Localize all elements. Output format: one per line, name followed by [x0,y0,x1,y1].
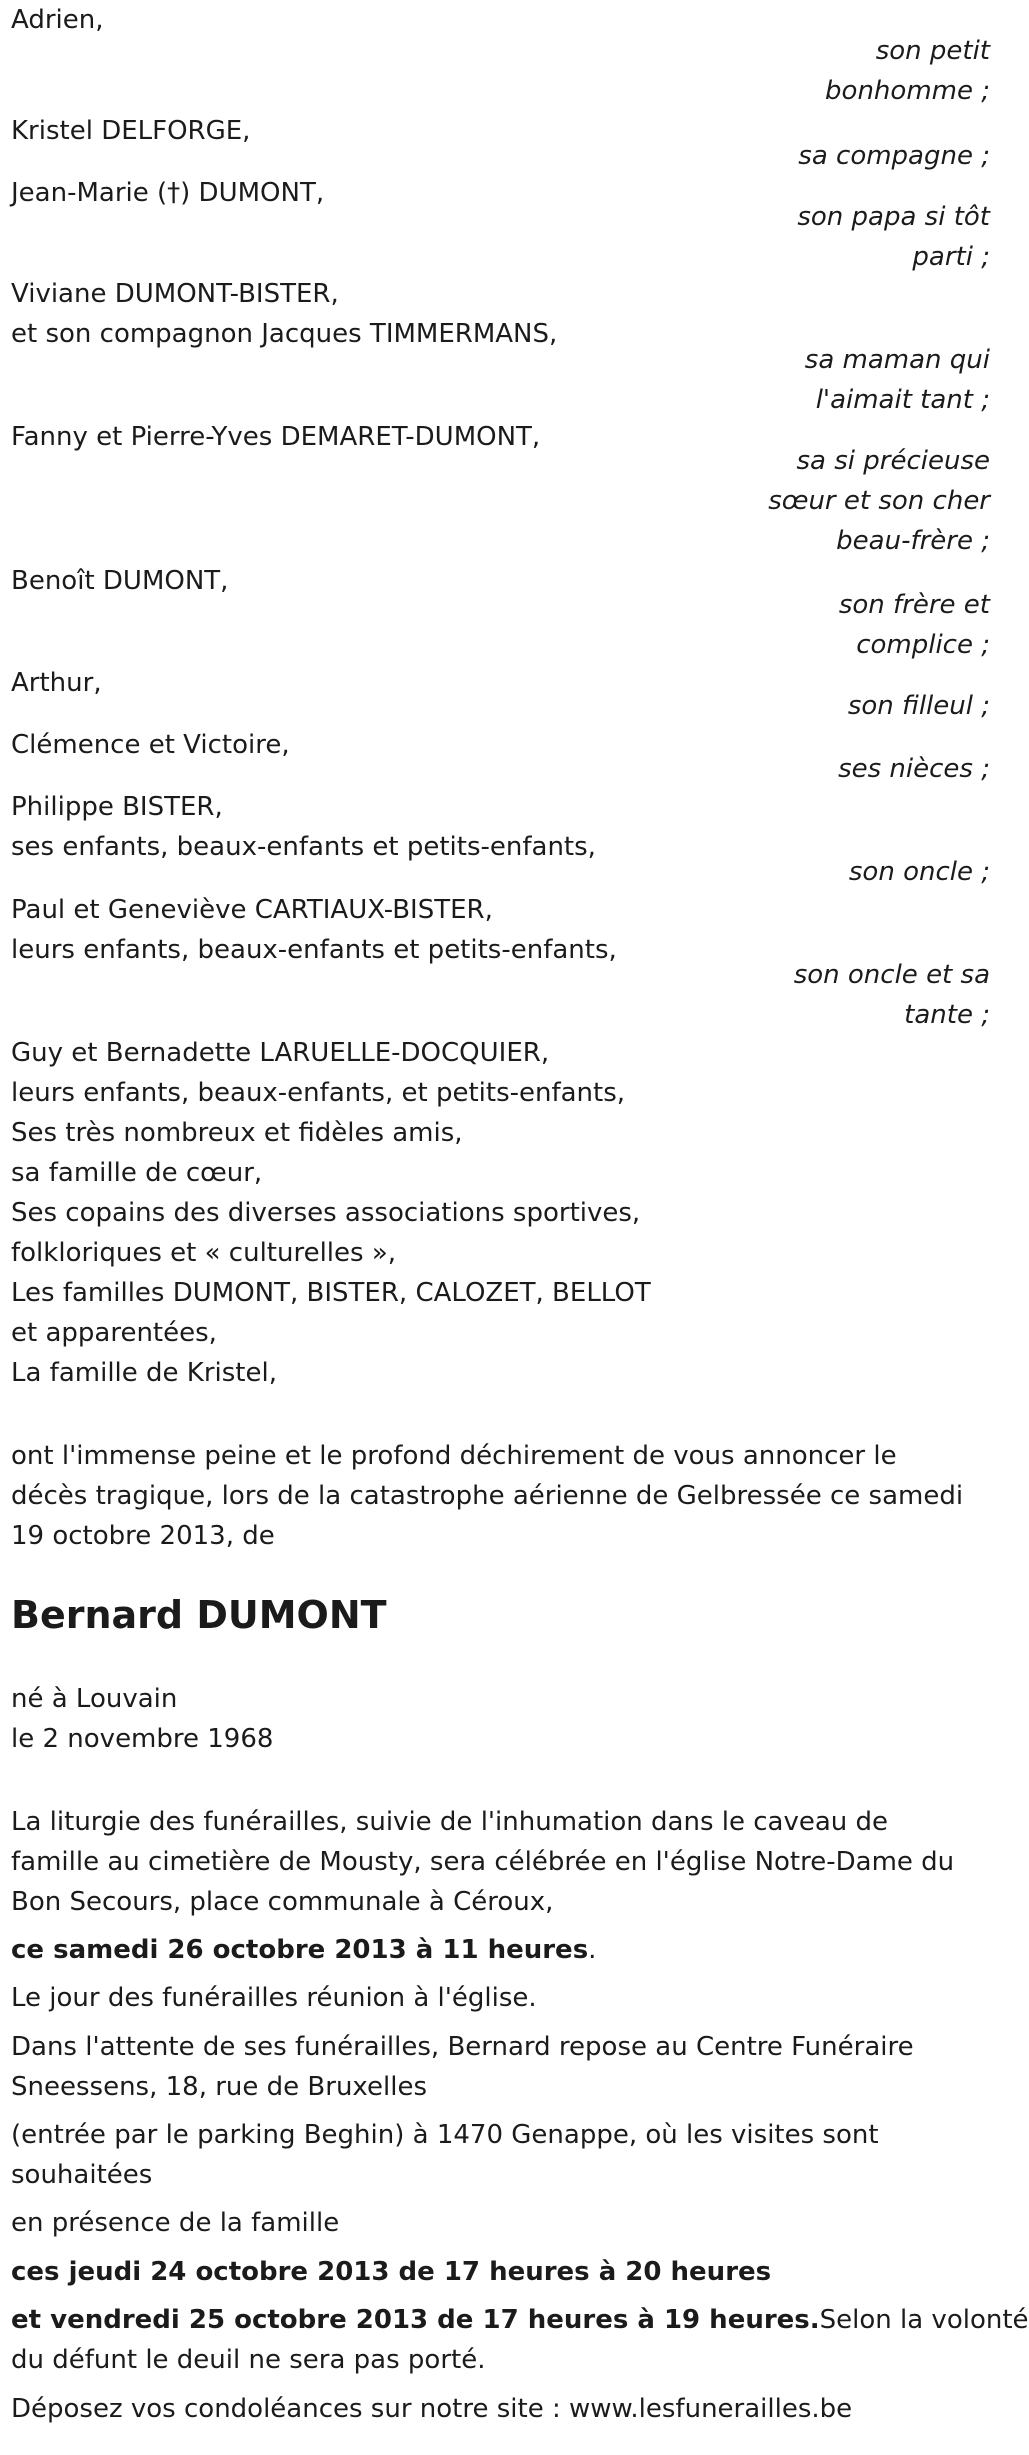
family-name: Jean-Marie (†) DUMONT, [11,178,325,208]
condolences-line: Déposez vos condoléances sur notre site : www.lesfunerailles.be [11,2394,853,2424]
mourner-line: folkloriques et « culturelles », [11,1238,397,1268]
family-role: parti ; [912,242,990,272]
family-role: l'aimait tant ; [815,385,990,415]
family-name: Clémence et Victoire, [11,730,290,760]
announcement-line: décès tragique, lors de la catastrophe aérienne de Gelbressée ce samedi [11,1481,964,1511]
reunion-line: Le jour des funérailles réunion à l'église. [11,1983,537,2013]
funeral-line: Bon Secours, place communale à Céroux, [11,1887,554,1917]
family-role: bonhomme ; [825,76,990,106]
mourner-line: La famille de Kristel, [11,1358,277,1388]
repose-line: Dans l'attente de ses funérailles, Bernard repose au Centre Funéraire [11,2032,914,2062]
funeral-date [11,1930,596,1970]
mourning-line: du défunt le deuil ne sera pas porté. [11,2345,486,2375]
family-role: son oncle et sa [793,960,990,990]
birth-date: le 2 novembre 1968 [11,1724,274,1754]
mourner-line: Ses copains des diverses associations sportives, [11,1198,641,1228]
family-role: son papa si tôt [797,202,990,232]
family-name: et son compagnon Jacques TIMMERMANS, [11,319,558,349]
family-role: beau-frère ; [836,526,990,556]
deceased-name: Bernard DUMONT [11,1593,387,1637]
family-name: Benoît DUMONT, [11,566,229,596]
mourner-line: Ses très nombreux et fidèles amis, [11,1118,463,1148]
mourner-line: sa famille de cœur, [11,1158,263,1188]
visit-line-2-bold: et vendredi 25 octobre 2013 de 17 heures à 19 heures. [11,2305,820,2335]
family-role: son filleul ; [847,691,990,721]
family-role: tante ; [904,1000,990,1030]
repose-line: Sneessens, 18, rue de Bruxelles [11,2072,427,2102]
funeral-date-suffix: . [588,1935,597,1965]
family-name: leurs enfants, beaux-enfants et petits-enfants, [11,935,617,965]
family-name: Philippe BISTER, [11,792,223,822]
family-role: sa compagne ; [798,141,990,171]
funeral-date-bold: ce samedi 26 octobre 2013 à 11 heures [11,1935,589,1965]
family-role: complice ; [856,630,990,660]
visit-line-2-after: Selon la volonté [819,2305,1029,2335]
visit-line-1: ces jeudi 24 octobre 2013 de 17 heures à 20 heures [11,2257,772,2287]
announcement-line: ont l'immense peine et le profond déchirement de vous annoncer le [11,1441,897,1471]
mourner-line: leurs enfants, beaux-enfants, et petits-enfants, [11,1078,626,1108]
family-name: Paul et Geneviève CARTIAUX-BISTER, [11,895,493,925]
family-role: son frère et [838,590,990,620]
funeral-line: La liturgie des funérailles, suivie de l'inhumation dans le caveau de [11,1807,889,1837]
mourner-line: Les familles DUMONT, BISTER, CALOZET, BELLOT [11,1278,651,1308]
presence-line: en présence de la famille [11,2208,340,2238]
family-name: ses enfants, beaux-enfants et petits-enfants, [11,832,596,862]
entry-line: (entrée par le parking Beghin) à 1470 Genappe, où les visites sont [11,2120,879,2150]
family-name: Kristel DELFORGE, [11,116,251,146]
family-role: ses nièces ; [838,754,990,784]
family-role: sa maman qui [804,345,990,375]
family-name: Fanny et Pierre-Yves DEMARET-DUMONT, [11,422,541,452]
mourner-line: Guy et Bernadette LARUELLE-DOCQUIER, [11,1038,550,1068]
visit-line-2 [11,2300,1029,2340]
family-role: sœur et son cher [768,486,990,516]
announcement-line: 19 octobre 2013, de [11,1521,275,1551]
family-role: sa si précieuse [796,446,990,476]
family-name: Adrien, [11,5,104,35]
entry-line: souhaitées [11,2160,153,2190]
mourner-line: et apparentées, [11,1318,217,1348]
family-role: son petit [875,36,990,66]
family-name: Arthur, [11,668,102,698]
family-name: Viviane DUMONT-BISTER, [11,279,339,309]
family-role: son oncle ; [848,857,990,887]
funeral-line: famille au cimetière de Mousty, sera célébrée en l'église Notre-Dame du [11,1847,955,1877]
birth-place: né à Louvain [11,1684,178,1714]
